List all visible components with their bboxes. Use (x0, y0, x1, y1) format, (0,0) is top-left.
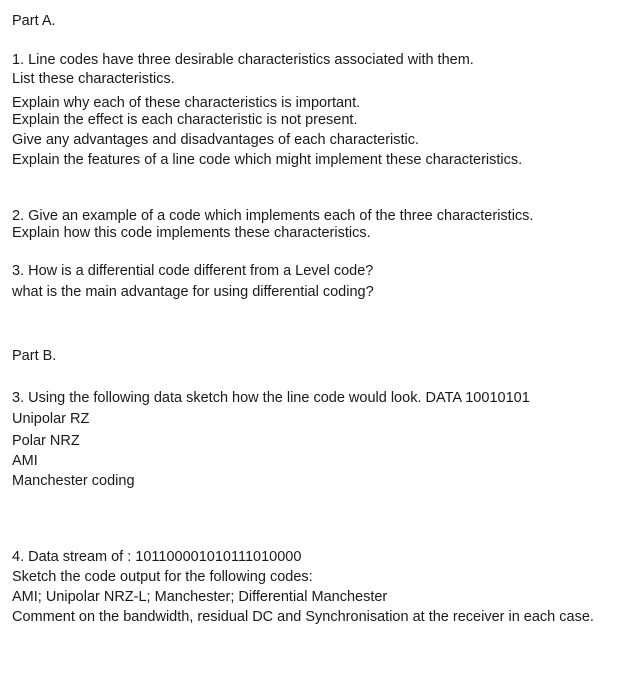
question-4-line-3: AMI; Unipolar NRZ-L; Manchester; Differential Manchester (12, 589, 388, 605)
question-3b-line-1: 3. Using the following data sketch how the line code would look. DATA 10010101 (12, 390, 530, 406)
question-3a-line-2: what is the main advantage for using differential coding? (12, 284, 374, 300)
question-4-line-4: Comment on the bandwidth, residual DC and Synchronisation at the receiver in each case. (12, 609, 594, 625)
question-4-line-2: Sketch the code output for the following codes: (12, 569, 313, 585)
question-1-line-6: Explain the features of a line code which might implement these characteristics. (12, 152, 523, 168)
question-4-line-1: 4. Data stream of : 101100001010111010000 (12, 549, 302, 565)
part-a-heading: Part A. (12, 13, 56, 29)
part-b-heading: Part B. (12, 348, 57, 364)
question-1-line-1: 1. Line codes have three desirable characteristics associated with them. (12, 52, 474, 68)
question-1-line-2: List these characteristics. (12, 71, 175, 87)
question-3b-line-4: AMI (12, 453, 38, 469)
question-3b-line-5: Manchester coding (12, 473, 135, 489)
question-2-line-2: Explain how this code implements these characteristics. (12, 225, 371, 241)
question-1-line-5: Give any advantages and disadvantages of each characteristic. (12, 132, 420, 148)
question-3b-line-3: Polar NRZ (12, 433, 80, 449)
question-1-line-4: Explain the effect is each characteristic is not present. (12, 112, 358, 128)
question-2-line-1: 2. Give an example of a code which implements each of the three characteristics. (12, 208, 534, 224)
question-3a-line-1: 3. How is a differential code different from a Level code? (12, 263, 374, 279)
question-1-line-3: Explain why each of these characteristics is important. (12, 95, 361, 111)
question-3b-line-2: Unipolar RZ (12, 411, 90, 427)
